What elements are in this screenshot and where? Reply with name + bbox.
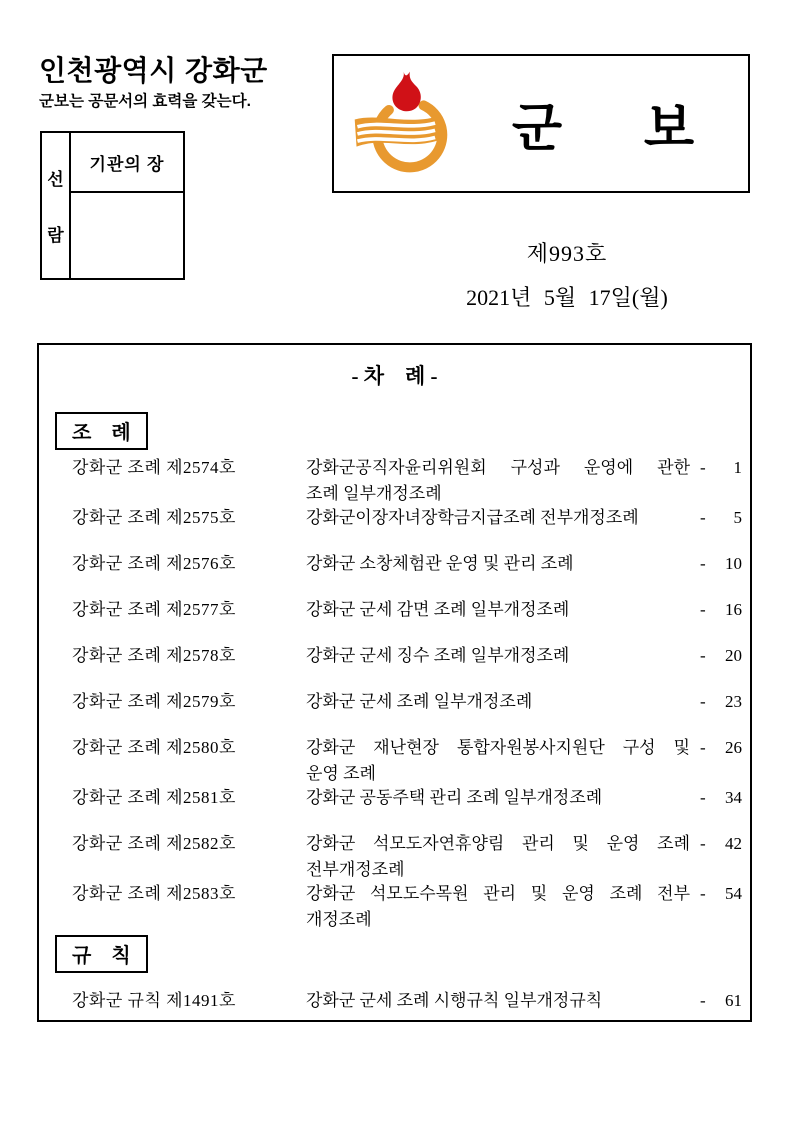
entry-title-line1: 강화군 석모도수목원 관리 및 운영 조례 전부 [306,884,690,903]
gazette-title: 군 보 [511,100,695,158]
entry-page-ref [690,735,742,761]
toc-box [37,343,752,1022]
entry-number: 강화군 조례 제2580호 [72,738,236,757]
dash-separator: - [700,738,706,757]
entry-title-line1: 강화군이장자녀장학금지급조례 전부개정조례 [306,508,639,527]
entry-title-line2: 조례 일부개정조례 [306,484,442,503]
entry-number: 강화군 규칙 제1491호 [72,991,236,1010]
dash-separator: - [700,508,706,527]
entry-page-ref [690,785,742,811]
issue-number: 제993호 [526,241,608,266]
entry-number: 강화군 조례 제2574호 [72,458,236,477]
section-label-rule: 규 칙 [55,935,148,973]
entry-title [306,881,690,933]
page-number: 16 [725,600,742,619]
entry-title-line1: 강화군 재난현장 통합자원봉사지원단 구성 및 [306,738,690,757]
entry-page-ref [690,505,742,531]
ordinance-entry-list [72,455,742,933]
toc-entry [72,505,742,531]
entry-number: 강화군 조례 제2583호 [72,884,236,903]
page-number: 20 [725,646,742,665]
toc-entry [72,689,742,715]
page-number: 5 [733,508,742,527]
dash-separator: - [700,991,706,1010]
approval-header-cell: 기관의 장 [71,133,183,193]
approval-side-label-bottom: 람 [47,226,64,246]
entry-number: 강화군 조례 제2581호 [72,788,236,807]
toc-entry [72,735,742,787]
toc-entry [72,551,742,577]
page-number: 54 [725,884,742,903]
entry-title-line1: 강화군 석모도자연휴양림 관리 및 운영 조례 [306,834,690,853]
masthead-box [332,54,750,193]
entry-title [306,643,690,669]
toc-entry [72,455,742,507]
approval-signature-cell [71,193,183,278]
dash-separator: - [700,458,706,477]
page-number: 34 [725,788,742,807]
dash-separator: - [700,788,706,807]
entry-page-ref [690,551,742,577]
toc-entry [72,643,742,669]
page-number: 61 [725,991,742,1010]
dash-separator: - [700,884,706,903]
entry-title [306,597,690,623]
issue-date: 2021년 5월 17일(월) [466,285,668,310]
toc-title: - 차 례 - [351,364,438,388]
entry-number: 강화군 조례 제2579호 [72,692,236,711]
dash-separator: - [700,692,706,711]
entry-title-line1: 강화군 군세 조례 시행규칙 일부개정규칙 [306,991,603,1010]
page-number: 1 [733,458,742,477]
ganghwa-emblem-icon [352,68,464,180]
page-number: 26 [725,738,742,757]
entry-title [306,455,690,507]
entry-title-line2: 개정조례 [306,910,372,929]
entry-number: 강화군 조례 제2582호 [72,834,236,853]
entry-number: 강화군 조례 제2575호 [72,508,236,527]
entry-title-line1: 강화군 공동주택 관리 조례 일부개정조례 [306,788,603,807]
entry-page-ref [690,988,742,1014]
entry-title-line1: 강화군 군세 징수 조례 일부개정조례 [306,646,570,665]
entry-title [306,785,690,811]
page-number: 42 [725,834,742,853]
toc-entry [72,831,742,883]
toc-entry [72,785,742,811]
entry-title [306,831,690,883]
dash-separator: - [700,834,706,853]
entry-title [306,551,690,577]
rule-entry-list [72,988,742,1014]
entry-number: 강화군 조례 제2578호 [72,646,236,665]
entry-title-line1: 강화군 소창체험관 운영 및 관리 조례 [306,554,574,573]
approval-side-label-top: 선 [47,169,64,189]
approval-side-column [42,133,71,278]
gazette-motto: 군보는 공문서의 효력을 갖는다. [39,93,251,110]
entry-title-line2: 운영 조례 [306,764,376,783]
entry-page-ref [690,597,742,623]
toc-entry [72,881,742,933]
entry-title-line2: 전부개정조례 [306,860,405,879]
page-number: 23 [725,692,742,711]
section-label-ordinance: 조 례 [55,412,148,450]
entry-title [306,505,690,531]
entry-title-line1: 강화군 군세 조례 일부개정조례 [306,692,533,711]
toc-entry [72,988,742,1014]
approval-main-column [71,133,183,278]
entry-title-line1: 강화군공직자윤리위원회 구성과 운영에 관한 [306,458,690,477]
entry-number: 강화군 조례 제2576호 [72,554,236,573]
dash-separator: - [700,646,706,665]
entry-page-ref [690,455,742,481]
entry-title-line1: 강화군 군세 감면 조례 일부개정조례 [306,600,570,619]
dash-separator: - [700,554,706,573]
approval-table [40,131,185,280]
entry-page-ref [690,643,742,669]
entry-title [306,689,690,715]
entry-page-ref [690,881,742,907]
entry-page-ref [690,689,742,715]
region-title: 인천광역시 강화군 [39,55,268,86]
entry-title [306,988,690,1014]
page-number: 10 [725,554,742,573]
toc-entry [72,597,742,623]
entry-title [306,735,690,787]
entry-number: 강화군 조례 제2577호 [72,600,236,619]
dash-separator: - [700,600,706,619]
entry-page-ref [690,831,742,857]
